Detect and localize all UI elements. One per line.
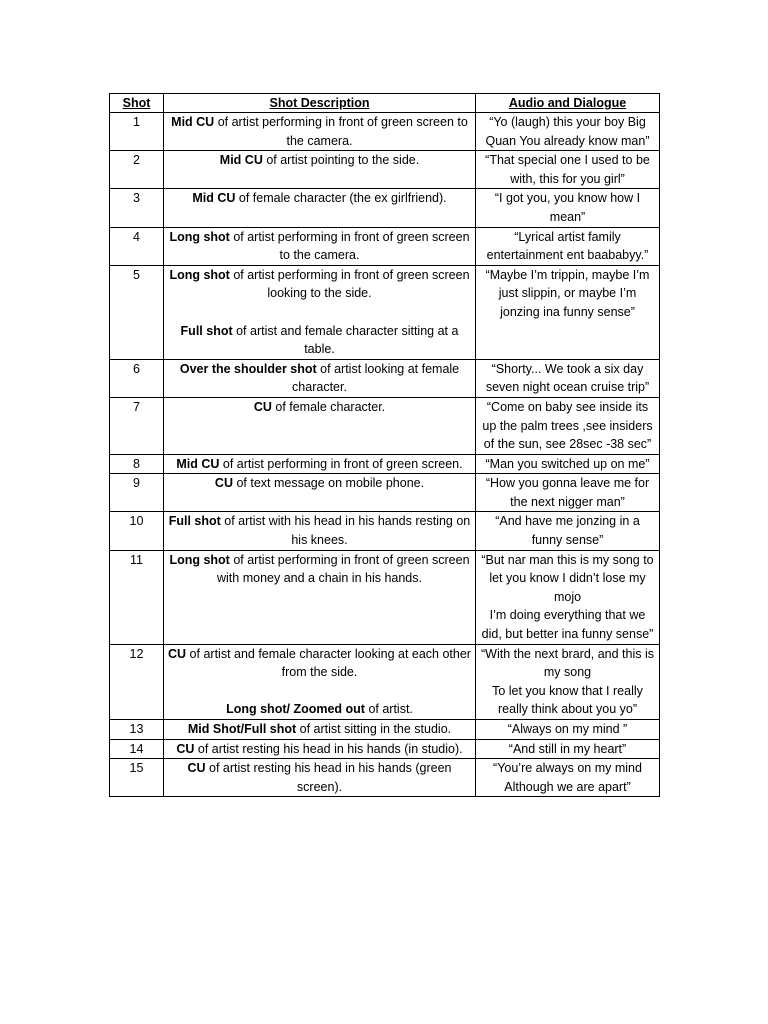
dialogue-line: “Maybe I’m trippin, maybe I’m just slippin, or maybe I’m jonzing ina funny sense” — [485, 267, 650, 319]
shot-number: 9 — [110, 474, 164, 512]
dialogue-line: “You’re always on my mind — [493, 761, 642, 776]
table-row — [110, 359, 660, 397]
shot-number: 15 — [110, 759, 164, 797]
audio-dialogue — [476, 759, 660, 797]
description-text: of artist resting his head in his hands (green screen). — [205, 761, 452, 794]
shot-description — [164, 227, 476, 265]
table-row — [110, 151, 660, 189]
dialogue-line: “Man you switched up on me” — [485, 456, 650, 471]
shot-type: Mid CU — [176, 456, 220, 471]
shot-type: Long shot — [169, 552, 230, 567]
shot-type: Long shot — [169, 229, 230, 244]
audio-dialogue — [476, 474, 660, 512]
description-text: of artist pointing to the side. — [262, 153, 420, 168]
audio-dialogue — [476, 739, 660, 759]
shot-type: Mid CU — [192, 191, 236, 206]
description-paragraph — [167, 512, 472, 549]
dialogue-line: To let you know that I really really think about you yo” — [492, 683, 643, 717]
shot-number: 12 — [110, 644, 164, 719]
shot-number: 8 — [110, 454, 164, 474]
shot-type: CU — [176, 741, 195, 756]
shot-type: CU — [214, 476, 233, 491]
audio-dialogue — [476, 113, 660, 151]
shot-list-table — [109, 93, 660, 797]
dialogue-line: “How you gonna leave me for the next nigger man” — [485, 476, 650, 509]
shot-type: Mid CU — [219, 153, 263, 168]
description-paragraph — [167, 720, 472, 739]
description-paragraph — [167, 398, 472, 417]
shot-number: 2 — [110, 151, 164, 189]
description-paragraph — [167, 551, 472, 588]
audio-dialogue — [476, 644, 660, 719]
shot-description — [164, 265, 476, 359]
shot-type: Long shot/ Zoomed out — [226, 702, 365, 717]
description-text: of artist performing in front of green screen to the camera. — [214, 115, 468, 148]
table-row — [110, 644, 660, 719]
audio-dialogue — [476, 359, 660, 397]
shot-type: Full shot — [180, 323, 233, 338]
table-row — [110, 474, 660, 512]
dialogue-line: “Shorty... We took a six day seven night ocean cruise trip” — [485, 361, 650, 395]
description-text: of female character (the ex girlfriend). — [235, 191, 447, 206]
header-audio-dialogue: Audio and Dialogue — [476, 94, 660, 113]
shot-description — [164, 550, 476, 644]
description-text: of artist resting his head in his hands (in studio). — [194, 741, 463, 756]
shot-description — [164, 644, 476, 719]
header-shot-description: Shot Description — [164, 94, 476, 113]
shot-type: CU — [187, 761, 206, 776]
dialogue-line: “I got you, you know how I mean” — [494, 191, 641, 224]
table-row — [110, 189, 660, 227]
shot-type: CU — [168, 646, 187, 661]
audio-dialogue — [476, 512, 660, 550]
description-text: of artist. — [364, 702, 413, 717]
description-paragraph — [167, 266, 472, 303]
description-paragraph — [167, 189, 472, 208]
shot-type: Long shot — [169, 267, 230, 282]
dialogue-line: “With the next brard, and this is my song — [481, 646, 654, 680]
shot-type: Mid Shot/Full shot — [187, 722, 297, 736]
shot-description — [164, 454, 476, 474]
description-text: of artist performing in front of green screen to the camera. — [229, 229, 470, 263]
dialogue-line: “That special one I used to be with, this for you girl” — [485, 153, 650, 186]
table-row — [110, 265, 660, 359]
audio-dialogue — [476, 454, 660, 474]
dialogue-line: “Come on baby see inside its up the palm trees ,see insiders of the sun, see 28sec -38 sec” — [482, 399, 653, 452]
description-paragraph — [167, 360, 472, 397]
shot-number: 13 — [110, 720, 164, 740]
shot-number: 6 — [110, 359, 164, 397]
description-paragraph — [167, 113, 472, 150]
audio-dialogue — [476, 189, 660, 227]
description-paragraph — [167, 740, 472, 759]
audio-dialogue — [476, 720, 660, 740]
dialogue-line: “Yo (laugh) this your boy Big Quan You already know man” — [485, 115, 650, 148]
shot-type: Over the shoulder shot — [179, 361, 317, 376]
shot-number: 3 — [110, 189, 164, 227]
table-row — [110, 397, 660, 454]
shot-description — [164, 474, 476, 512]
shot-description — [164, 397, 476, 454]
shot-description — [164, 189, 476, 227]
audio-dialogue — [476, 265, 660, 359]
shot-description — [164, 739, 476, 759]
dialogue-line: “And still in my heart” — [508, 741, 627, 756]
shot-type: Mid CU — [171, 115, 215, 129]
dialogue-line: I’m doing everything that we did, but better ina funny sense” — [481, 608, 654, 642]
description-paragraph — [167, 228, 472, 265]
audio-dialogue — [476, 151, 660, 189]
shot-description — [164, 113, 476, 151]
table-row — [110, 720, 660, 740]
table-body — [110, 113, 660, 797]
description-paragraph — [167, 759, 472, 796]
table-row — [110, 759, 660, 797]
shot-number: 1 — [110, 113, 164, 151]
description-text: of artist and female character looking at each other from the side. — [186, 646, 471, 680]
description-text: of artist performing in front of green screen with money and a chain in his hands. — [217, 552, 470, 586]
shot-type: CU — [253, 399, 272, 414]
dialogue-line: “Lyrical artist family entertainment ent baababyy.” — [486, 229, 649, 263]
description-paragraph — [167, 700, 472, 719]
description-paragraph — [167, 645, 472, 682]
table-row — [110, 454, 660, 474]
header-shot: Shot — [110, 94, 164, 113]
audio-dialogue — [476, 550, 660, 644]
shot-description — [164, 359, 476, 397]
shot-number: 14 — [110, 739, 164, 759]
dialogue-line: “Always on my mind ” — [507, 722, 628, 736]
description-paragraph — [167, 322, 472, 359]
shot-description — [164, 759, 476, 797]
description-paragraph — [167, 455, 472, 474]
table-row — [110, 550, 660, 644]
shot-number: 5 — [110, 265, 164, 359]
shot-type: Full shot — [168, 514, 221, 529]
dialogue-line: Although we are apart” — [504, 779, 631, 794]
description-paragraph — [167, 474, 472, 493]
description-text: of artist sitting in the studio. — [296, 722, 452, 736]
shot-number: 7 — [110, 397, 164, 454]
dialogue-line: “And have me jonzing in a funny sense” — [495, 514, 640, 548]
description-paragraph — [167, 151, 472, 170]
description-text: of artist performing in front of green screen. — [219, 456, 463, 471]
description-text: of artist and female character sitting at a table. — [232, 323, 459, 357]
table-row — [110, 227, 660, 265]
audio-dialogue — [476, 397, 660, 454]
shot-description — [164, 720, 476, 740]
dialogue-line: “But nar man this is my song to let you know I didn’t lose my mojo — [481, 552, 654, 604]
description-text: of female character. — [271, 399, 386, 414]
description-text: of artist performing in front of green screen looking to the side. — [229, 267, 470, 301]
shot-number: 4 — [110, 227, 164, 265]
shot-number: 11 — [110, 550, 164, 644]
shot-description — [164, 512, 476, 550]
shot-description — [164, 151, 476, 189]
table-header-row — [110, 94, 660, 113]
paragraph-gap — [167, 303, 472, 322]
paragraph-gap — [167, 682, 472, 701]
table-row — [110, 113, 660, 151]
table-row — [110, 512, 660, 550]
description-text: of artist with his head in his hands resting on his knees. — [220, 514, 471, 548]
description-text: of artist looking at female character. — [292, 361, 460, 395]
table-row — [110, 739, 660, 759]
shot-number: 10 — [110, 512, 164, 550]
audio-dialogue — [476, 227, 660, 265]
description-text: of text message on mobile phone. — [232, 476, 425, 491]
